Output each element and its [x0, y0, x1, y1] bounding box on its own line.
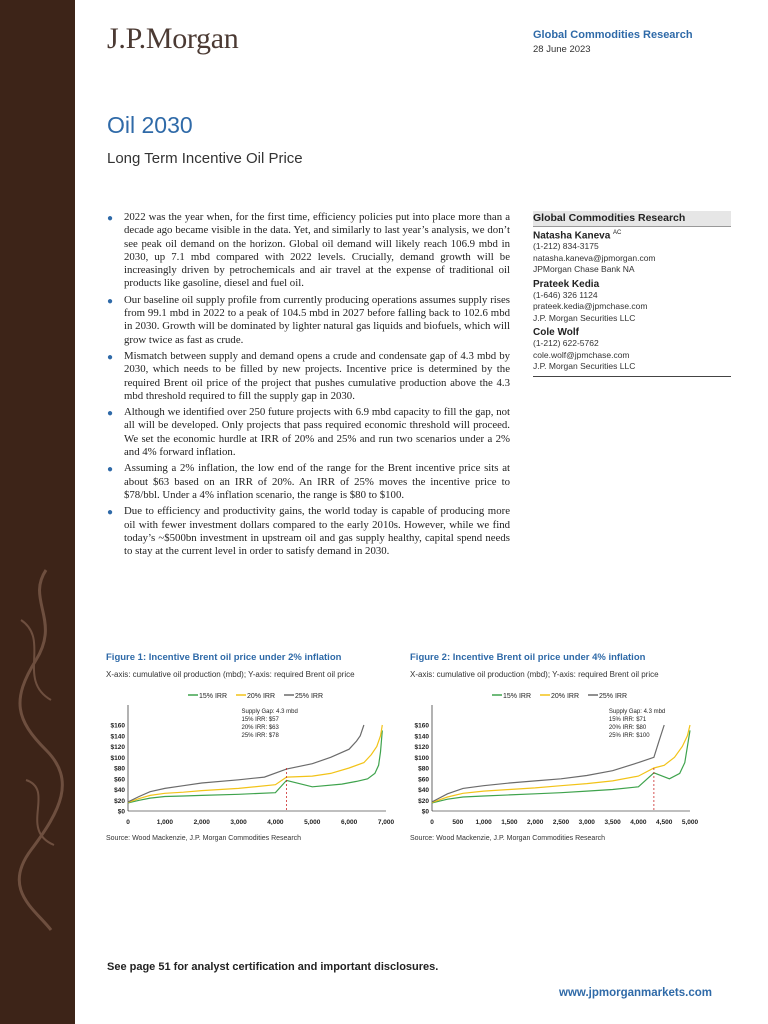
x-tick-label: 6,000 — [341, 819, 358, 826]
legend-label: 20% IRR — [551, 693, 580, 700]
x-tick-label: 1,500 — [501, 819, 518, 826]
figure-subtitle: X-axis: cumulative oil production (mbd); Y-axis: required Brent oil price — [106, 670, 355, 679]
annotation-text: 25% IRR: $78 — [241, 733, 279, 739]
bullet-text: Although we identified over 250 future projects with 6.9 mbd capacity to fill the gap, not all will be developed. Only projects that pass required economic threshold will proceed. We set the economic hurdle at IRR of 20% and 25% and run two scenarios under a 2% and 4% forward inflation. — [124, 406, 510, 459]
bullet-text: Due to efficiency and productivity gains, the world today is capable of producing more oil with fewer investment dollars compared to the early 2010s. However, while we find today’s ~$500bn investment in upstream oil and gas supply healthy, capital spend needs to stay at the current level in order to satisfy demand in 2030. — [124, 505, 510, 558]
sidebar-band — [0, 0, 75, 1024]
analyst-card — [533, 327, 731, 373]
header-info — [533, 29, 693, 55]
analyst-email[interactable]: cole.wolf@jpmchase.com — [533, 349, 630, 360]
x-tick-label: 2,500 — [552, 819, 570, 826]
x-tick-label: 4,000 — [267, 819, 284, 826]
bullet-icon: ● — [107, 464, 114, 476]
x-tick-label: 5,000 — [304, 819, 321, 826]
annotation-text: Supply Gap: 4.3 mbd — [241, 709, 298, 715]
bullet-icon: ● — [107, 213, 114, 224]
page-subtitle: Long Term Incentive Oil Price — [107, 150, 303, 167]
annotation-text: Supply Gap: 4.3 mbd — [608, 709, 666, 715]
x-tick-label: 4,000 — [630, 819, 647, 826]
series-line — [432, 725, 690, 802]
analyst-phone: (1-212) 834-3175 — [533, 241, 599, 252]
y-tick-label: $140 — [414, 733, 429, 741]
x-tick-label: 5,000 — [681, 819, 699, 826]
chart-2-svg — [410, 683, 700, 833]
panel-divider — [533, 376, 731, 377]
y-tick-label: $120 — [414, 744, 429, 751]
summary-bullets — [106, 211, 510, 561]
x-tick-label: 7,000 — [377, 819, 395, 826]
analyst-panel — [533, 211, 731, 377]
analyst-name-row — [533, 230, 731, 241]
disclosure-note: See page 51 for analyst certification and important disclosures. — [107, 961, 439, 973]
y-tick-label: $40 — [418, 787, 429, 794]
annotation-text: 15% IRR: $57 — [241, 717, 279, 723]
analyst-firm: JPMorgan Chase Bank NA — [533, 264, 635, 275]
y-tick-label: $40 — [114, 787, 125, 794]
y-tick-label: $100 — [414, 754, 429, 762]
legend-entry — [236, 693, 275, 700]
y-tick-label: $140 — [110, 733, 125, 741]
bullet-icon: ● — [107, 507, 114, 519]
legend-entry — [284, 693, 323, 700]
y-tick-label: $80 — [418, 765, 429, 773]
bullet-text: Assuming a 2% inflation, the low end of the range for the Brent incentive price sits at about $63 based on an IRR of 20%. An IRR of 25% moves the incentive price to $78/bbl. Under a 4% inflation scenario, the range is $80 to $100. — [124, 462, 510, 501]
y-tick-label: $60 — [418, 776, 429, 784]
x-tick-label: 0 — [430, 819, 434, 826]
y-tick-label: $100 — [110, 754, 125, 762]
legend-label: 15% IRR — [503, 693, 532, 700]
annotation-text: 20% IRR: $80 — [608, 725, 647, 731]
x-tick-label: 2,000 — [527, 819, 544, 826]
analyst-panel-heading: Global Commodities Research — [533, 211, 731, 227]
legend-entry — [492, 693, 531, 700]
x-tick-label: 3,000 — [230, 819, 247, 826]
y-tick-label: $120 — [110, 744, 125, 751]
figure-2 — [410, 652, 700, 842]
chart-1-svg — [106, 683, 396, 833]
analyst-email[interactable]: prateek.kedia@jpmchase.com — [533, 301, 648, 312]
analyst-phone: (1-646) 326 1124 — [533, 289, 598, 300]
signature-watermark — [6, 560, 70, 940]
analyst-card — [533, 279, 731, 325]
bullet-icon: ● — [107, 408, 114, 420]
analyst-email[interactable]: natasha.kaneva@jpmorgan.com — [533, 252, 656, 263]
analyst-cert: AC — [613, 230, 622, 236]
bullet-item — [106, 406, 510, 459]
analyst-card — [533, 230, 731, 276]
page-title: Oil 2030 — [107, 112, 193, 138]
bullet-item — [106, 505, 510, 558]
analyst-firm: J.P. Morgan Securities LLC — [533, 312, 636, 323]
department-label: Global Commodities Research — [533, 29, 693, 41]
bullet-item — [106, 294, 510, 347]
y-tick-label: $20 — [114, 797, 125, 805]
y-tick-label: $160 — [110, 722, 125, 730]
report-date: 28 June 2023 — [533, 44, 591, 55]
x-tick-label: 1,000 — [156, 819, 173, 826]
legend-label: 20% IRR — [247, 693, 276, 700]
figure-title: Figure 1: Incentive Brent oil price under 2% inflation — [106, 652, 342, 663]
y-tick-label: $0 — [421, 808, 429, 816]
x-tick-label: 4,500 — [656, 819, 673, 826]
legend-label: 25% IRR — [599, 693, 628, 700]
y-tick-label: $60 — [114, 776, 125, 784]
bullet-text: Our baseline oil supply profile from currently producing operations assumes supply rises from 99.1 mbd in 2022 to a peak of 104.5 mbd in 2027 before falling back to 102.6 mbd in 2030. Growth will be dominated by lighter natural gas liquids and biofuels, which will grow twice as fast as crude. — [124, 293, 510, 346]
figure-1 — [106, 652, 396, 842]
x-tick-label: 3,500 — [604, 819, 621, 826]
bullet-text: Mismatch between supply and demand opens a crude and condensate gap of 4.3 mbd by 2030, which needs to be filled by new projects. Incentive price is determined by the required Brent oil price of the project that pushes cumulative production above the 4.3 mbd threshold required to fill the supply gap in 2030. — [124, 349, 510, 402]
bullet-icon: ● — [107, 351, 114, 363]
figure-subtitle: X-axis: cumulative oil production (mbd); Y-axis: required Brent oil price — [410, 670, 659, 679]
y-tick-label: $20 — [418, 797, 429, 805]
annotation-text: 20% IRR: $63 — [241, 725, 279, 731]
legend-label: 25% IRR — [295, 693, 324, 700]
analyst-name: Cole Wolf — [533, 327, 579, 339]
series-line — [128, 730, 382, 803]
annotation-text: 15% IRR: $71 — [608, 717, 647, 723]
legend-label: 15% IRR — [199, 693, 228, 700]
legend-entry — [188, 693, 227, 700]
legend-entry — [540, 693, 579, 700]
bullet-item — [106, 462, 510, 502]
bullet-item — [106, 350, 510, 403]
y-tick-label: $160 — [414, 722, 429, 730]
y-tick-label: $0 — [117, 808, 125, 816]
bullet-text: 2022 was the year when, for the first time, efficiency policies put into place more than a decade ago became visible in the data. Yet, and similarly to last year’s analysis, we don’t see peak oil demand on the horizon. Global oil demand will likely reach 106.9 mbd in 2030, up 7.1 mbd compared with 2022 levels. Crucially, demand growth will be increasingly driven by petrochemicals and air travel at the expense of traditional oil products like gasoline, diesel and fuel oil. — [124, 211, 510, 290]
x-tick-label: 0 — [126, 819, 130, 826]
x-tick-label: 3,000 — [578, 819, 595, 826]
x-tick-label: 500 — [452, 819, 464, 826]
bullet-icon: ● — [107, 295, 114, 307]
website-link[interactable]: www.jpmorganmarkets.com — [559, 987, 712, 999]
figure-source: Source: Wood Mackenzie, J.P. Morgan Commodities Research — [106, 835, 302, 842]
figure-title: Figure 2: Incentive Brent oil price under 4% inflation — [410, 652, 646, 663]
jpmorgan-logo: J.P.Morgan — [107, 22, 239, 55]
x-tick-label: 1,000 — [475, 819, 492, 826]
analyst-name: Natasha Kaneva — [533, 230, 611, 242]
annotation-text: 25% IRR: $100 — [608, 733, 650, 739]
figure-source: Source: Wood Mackenzie, J.P. Morgan Commodities Research — [410, 835, 606, 842]
analyst-name: Prateek Kedia — [533, 278, 600, 290]
x-tick-label: 2,000 — [193, 819, 210, 826]
legend-entry — [588, 693, 627, 700]
y-tick-label: $80 — [114, 765, 125, 773]
analyst-firm: J.P. Morgan Securities LLC — [533, 361, 636, 372]
analyst-phone: (1-212) 622-5762 — [533, 338, 599, 349]
bullet-item — [106, 211, 510, 291]
